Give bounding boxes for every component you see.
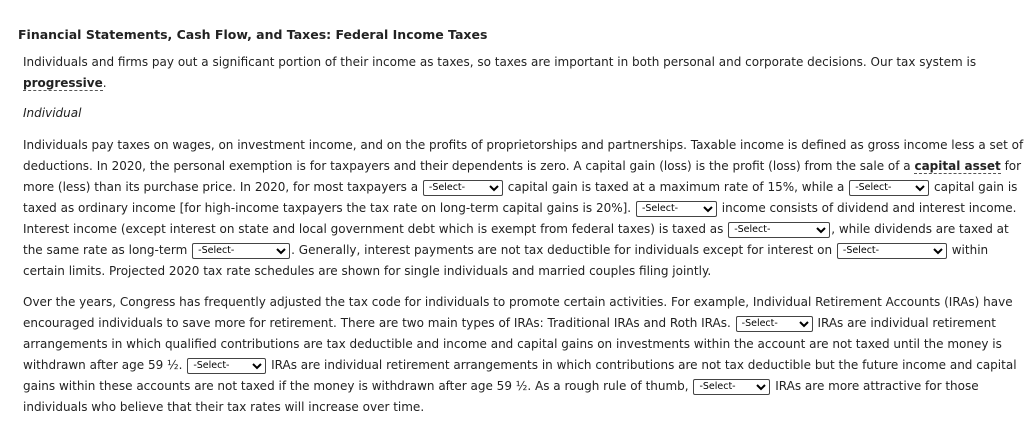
select-ira-type-2[interactable] [187, 358, 266, 374]
para2-text-3: capital gain is taxed at a maximum rate of 15%, while a [503, 180, 849, 194]
page-title: Financial Statements, Cash Flow, and Taxes: Federal Income Taxes [18, 27, 488, 42]
para2-text-7: . Generally, interest payments are not tax deductible for individuals except for interest on [291, 243, 836, 257]
para3-text-1: Over the years, Congress has frequently adjusted the tax code for individuals to promote certain activities. For example, Individual Retirement Accounts (IRAs) have encouraged individuals to save more for retirement. There are two main types of IRAs: Traditional IRAs and Roth IRAs. [23, 295, 1013, 330]
intro-text-end: . [102, 76, 107, 90]
select-interest-taxed-as[interactable] [728, 222, 830, 238]
ira-paragraph [23, 292, 1026, 418]
para2-text-2: for more (less) than its purchase price. In 2020, for most taxpayers a [23, 159, 1022, 194]
para3-text-4: IRAs are more attractive for those individuals who believe that their tax rates will increase over time. [23, 379, 979, 414]
para2-text-4: capital gain is taxed as ordinary income [for high-income taxpayers the tax rate on long-term capital gains is 20%]. [23, 180, 1018, 215]
para2-text-8: within certain limits. Projected 2020 tax rate schedules are shown for single individuals and married couples filing jointly. [23, 243, 989, 278]
select-ira-type-1[interactable] [736, 316, 813, 332]
section-heading-individual: Individual [23, 106, 82, 120]
select-dividends-taxed-as[interactable] [192, 243, 290, 259]
para2-text-5: income consists of dividend and interest income. Interest income (except interest on state and local government debt which is exempt from federal taxes) is taxed as [23, 201, 1017, 236]
intro-paragraph [23, 52, 1026, 94]
term-progressive[interactable]: progressive [23, 76, 103, 90]
select-ira-type-3[interactable] [693, 379, 770, 395]
para2-text-1: Individuals pay taxes on wages, on investment income, and on the profits of proprietorships and partnerships. Taxable income is defined as gross income less a set of deductions. In 2020, the personal exemption is for taxpayers and their dependents is zero. A capital gain (loss) is the profit (loss) from the sale of a [23, 138, 1024, 173]
para3-text-3: IRAs are individual retirement arrangements in which contributions are not tax deductible but the future income and capital gains within these accounts are not taxed if the money is withdrawn after age 59 ½. As a rough rule of thumb, [23, 358, 1017, 393]
individual-paragraph [23, 135, 1026, 282]
para2-text-6: , while dividends are taxed at the same rate as long-term [23, 222, 1009, 257]
select-capital-gain-term-1[interactable] [423, 180, 503, 196]
select-income-type[interactable] [636, 201, 717, 217]
para3-text-2: IRAs are individual retirement arrangements in which qualified contributions are tax deductible and income and capital gains on investments within the account are not taxed until the money is withdrawn after age 59 ½. [23, 316, 1002, 372]
intro-text: Individuals and firms pay out a significant portion of their income as taxes, so taxes are important in both personal and corporate decisions. Our tax system is [23, 55, 977, 69]
term-capital-asset[interactable]: capital asset [914, 159, 1001, 173]
main-content [23, 52, 1026, 418]
select-capital-gain-term-2[interactable] [849, 180, 929, 196]
select-deductible-interest[interactable] [837, 243, 947, 259]
